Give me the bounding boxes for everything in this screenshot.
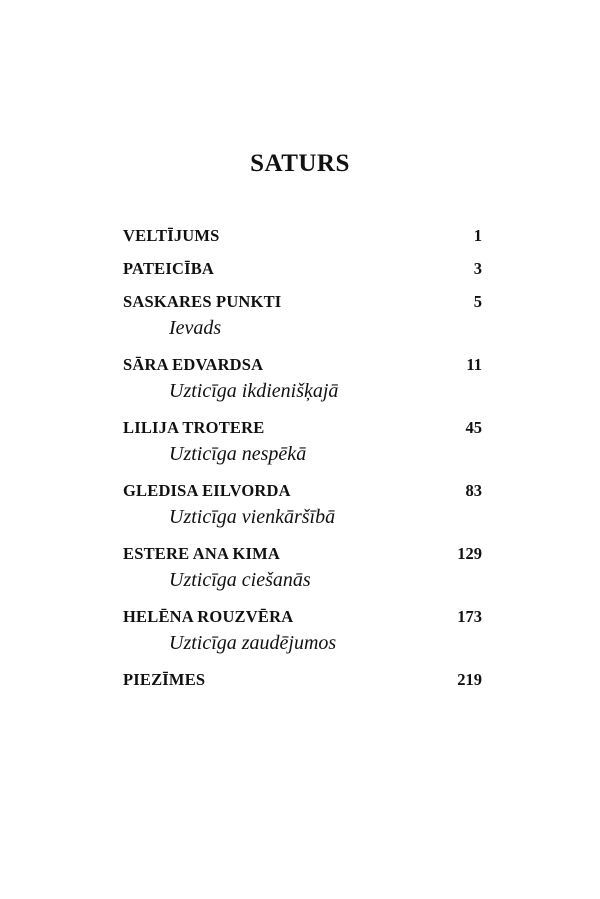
toc-row xyxy=(123,416,482,439)
page-title: SATURS xyxy=(250,150,350,177)
toc-page-number: 45 xyxy=(465,418,482,437)
toc-page-number: 129 xyxy=(457,544,482,563)
toc-page-number: 3 xyxy=(473,259,482,278)
toc-heading: VELTĪJUMS xyxy=(123,226,220,245)
toc-entry xyxy=(123,224,482,247)
toc-row xyxy=(123,605,482,628)
toc-entry xyxy=(123,605,482,658)
toc-entry xyxy=(123,479,482,532)
toc-entry xyxy=(123,542,482,595)
toc-heading: SĀRA EDVARDSA xyxy=(123,355,264,374)
toc-entry xyxy=(123,290,482,343)
toc-entry xyxy=(123,353,482,406)
toc-subtitle: Uzticīga nespēkā xyxy=(169,443,307,465)
toc-entry xyxy=(123,416,482,469)
toc-row xyxy=(123,479,482,502)
toc-entry xyxy=(123,257,482,280)
toc-row xyxy=(123,353,482,376)
toc-page-number: 173 xyxy=(457,607,482,626)
toc-heading: GLEDISA EILVORDA xyxy=(123,481,291,500)
toc-subtitle: Uzticīga vienkāršībā xyxy=(169,506,336,528)
toc-row xyxy=(123,668,482,691)
toc-subtitle: Uzticīga ikdienišķajā xyxy=(169,380,339,402)
toc-page-number: 219 xyxy=(457,670,482,689)
toc-row xyxy=(123,224,482,247)
toc-subtitle: Ievads xyxy=(169,317,222,339)
toc-page-number: 83 xyxy=(465,481,482,500)
toc-subtitle: Uzticīga zaudējumos xyxy=(169,632,337,654)
toc-row xyxy=(123,290,482,313)
toc-subtitle: Uzticīga ciešanās xyxy=(169,569,311,591)
toc-heading: SASKARES PUNKTI xyxy=(123,292,282,311)
toc-page-number: 5 xyxy=(473,292,482,311)
toc-page-number: 11 xyxy=(466,355,482,374)
toc-heading: PIEZĪMES xyxy=(123,670,206,689)
toc-page-number: 1 xyxy=(473,226,482,245)
toc-row xyxy=(123,542,482,565)
toc-entry xyxy=(123,668,482,691)
toc-heading: ESTERE ANA KIMA xyxy=(123,544,281,563)
toc-heading: LILIJA TROTERE xyxy=(123,418,265,437)
toc-row xyxy=(123,257,482,280)
toc-heading: PATEICĪBA xyxy=(123,259,215,278)
toc-heading: HELĒNA ROUZVĒRA xyxy=(123,607,294,626)
table-of-contents xyxy=(123,224,482,701)
